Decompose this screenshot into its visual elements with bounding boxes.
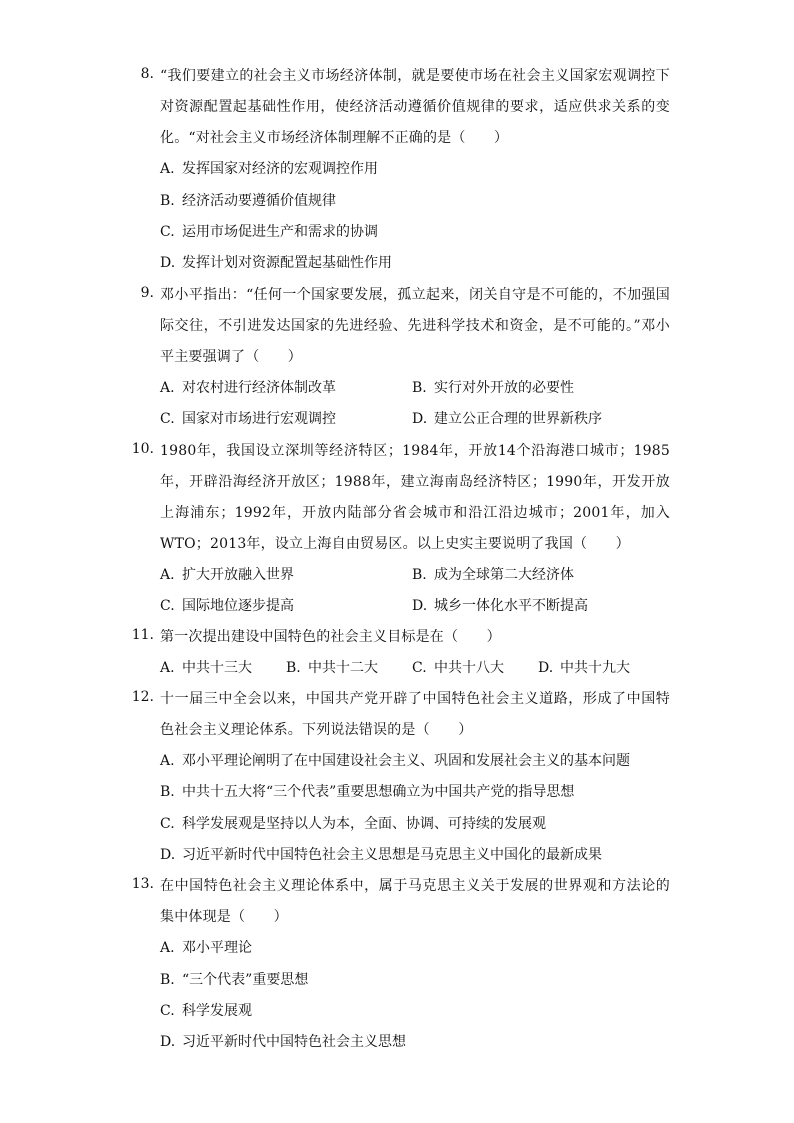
option-text: 发挥计划对资源配置起基础性作用 (182, 255, 392, 271)
option-letter: C. (160, 598, 175, 614)
option-letter: C. (160, 1003, 175, 1019)
option-text: 邓小平理论阐明了在中国建设社会主义、巩固和发展社会主义的基本问题 (182, 753, 630, 769)
option-d (412, 596, 588, 616)
option-letter: C. (412, 660, 427, 676)
option-b (412, 378, 574, 398)
option-b (160, 191, 336, 211)
option-c (160, 222, 378, 242)
option-text: 成为全球第二大经济体 (434, 567, 574, 583)
option-letter: B. (160, 972, 175, 988)
option-text: 中共十五大将“三个代表”重要思想确立为中国共产党的指导思想 (182, 784, 575, 800)
option-a (160, 159, 378, 179)
option-b (286, 658, 378, 678)
option-c (412, 658, 504, 678)
option-d (538, 658, 630, 678)
question-stem: 第一次提出建设中国特色的社会主义目标是在（ ） (160, 629, 501, 645)
question-number: 10. (131, 441, 154, 457)
option-c (160, 1001, 252, 1021)
option-text: 国家对市场进行宏观调控 (182, 411, 336, 427)
option-text: 对农村进行经济体制改革 (182, 380, 336, 396)
option-text: 扩大开放融入世界 (182, 567, 294, 583)
option-text: 建立公正合理的世界新秩序 (434, 411, 602, 427)
question-stem: 邓小平指出：“任何一个国家要发展，孤立起来，闭关自守是不可能的，不加强国际交往，不引进发达国家的先进经验、先进科学技术和资金，是不可能的。”邓小平主要强调了（ ） (160, 287, 670, 365)
option-letter: D. (412, 598, 428, 614)
option-letter: C. (160, 816, 175, 832)
option-text: 习近平新时代中国特色社会主义思想是马克思主义中国化的最新成果 (182, 847, 602, 863)
option-a (160, 565, 294, 585)
option-text: 习近平新时代中国特色社会主义思想 (182, 1034, 406, 1050)
question-number: 11. (131, 627, 154, 643)
option-letter: D. (160, 255, 176, 271)
option-letter: D. (160, 847, 176, 863)
option-text: 经济活动要遵循价值规律 (182, 193, 336, 209)
option-letter: B. (286, 660, 301, 676)
option-c (160, 596, 294, 616)
option-letter: D. (160, 1034, 176, 1050)
question-stem: 在中国特色社会主义理论体系中，属于马克思主义关于发展的世界观和方法论的集中体现是（ ） (160, 878, 670, 925)
option-text: 实行对外开放的必要性 (434, 380, 574, 396)
option-a (160, 658, 252, 678)
option-d (160, 253, 392, 273)
option-c (160, 409, 336, 429)
option-text: 中共十三大 (182, 660, 252, 676)
option-text: 科学发展观 (182, 1003, 252, 1019)
option-letter: C. (160, 411, 175, 427)
option-text: 邓小平理论 (182, 940, 252, 956)
option-text: “三个代表”重要思想 (182, 972, 309, 988)
option-a (160, 378, 336, 398)
question-stem: 1980年，我国设立深圳等经济特区；1984年，开放14个沿海港口城市；1985年，开辟沿海经济开放区；1988年，建立海南岛经济特区；1990年，开发开放上海浦东；1992年，开放内陆部分省会城市和沿江沿边城市；2001年，加入WTO；2013年，设立上海自由贸易区。以上史实主要说明了我国（ ） (160, 443, 670, 552)
option-text: 城乡一体化水平不断提高 (434, 598, 588, 614)
option-letter: C. (160, 224, 175, 240)
option-letter: B. (412, 567, 427, 583)
option-text: 发挥国家对经济的宏观调控作用 (182, 161, 378, 177)
option-c (160, 814, 546, 834)
option-text: 中共十九大 (560, 660, 630, 676)
question-number: 8. (140, 66, 154, 82)
option-letter: D. (412, 411, 428, 427)
option-letter: A. (160, 380, 175, 396)
option-letter: A. (160, 660, 175, 676)
option-text: 国际地位逐步提高 (182, 598, 294, 614)
question-stem: “我们要建立的社会主义市场经济体制，就是要使市场在社会主义国家宏观调控下对资源配置起基础性作用，使经济活动遵循价值规律的要求，适应供求关系的变化。“对社会主义市场经济体制理解不正确的是（ ） (160, 68, 670, 146)
option-b (160, 970, 308, 990)
option-a (160, 938, 252, 958)
option-letter: A. (160, 753, 175, 769)
question-number: 12. (131, 689, 154, 705)
option-letter: A. (160, 161, 175, 177)
option-d (160, 845, 602, 865)
option-d (412, 409, 602, 429)
option-text: 中共十二大 (308, 660, 378, 676)
option-letter: D. (538, 660, 554, 676)
option-d (160, 1032, 406, 1052)
option-letter: B. (160, 193, 175, 209)
option-a (160, 751, 630, 771)
question-number: 13. (131, 876, 154, 892)
question-stem: 十一届三中全会以来，中国共产党开辟了中国特色社会主义道路，形成了中国特色社会主义理论体系。下列说法错误的是（ ） (160, 691, 670, 738)
option-text: 科学发展观是坚持以人为本，全面、协调、可持续的发展观 (182, 816, 546, 832)
option-letter: A. (160, 567, 175, 583)
option-letter: B. (160, 784, 175, 800)
option-letter: A. (160, 940, 175, 956)
option-text: 中共十八大 (434, 660, 504, 676)
option-letter: B. (412, 380, 427, 396)
option-b (412, 565, 574, 585)
option-b (160, 782, 574, 802)
option-text: 运用市场促进生产和需求的协调 (182, 224, 378, 240)
question-number: 9. (140, 285, 154, 301)
